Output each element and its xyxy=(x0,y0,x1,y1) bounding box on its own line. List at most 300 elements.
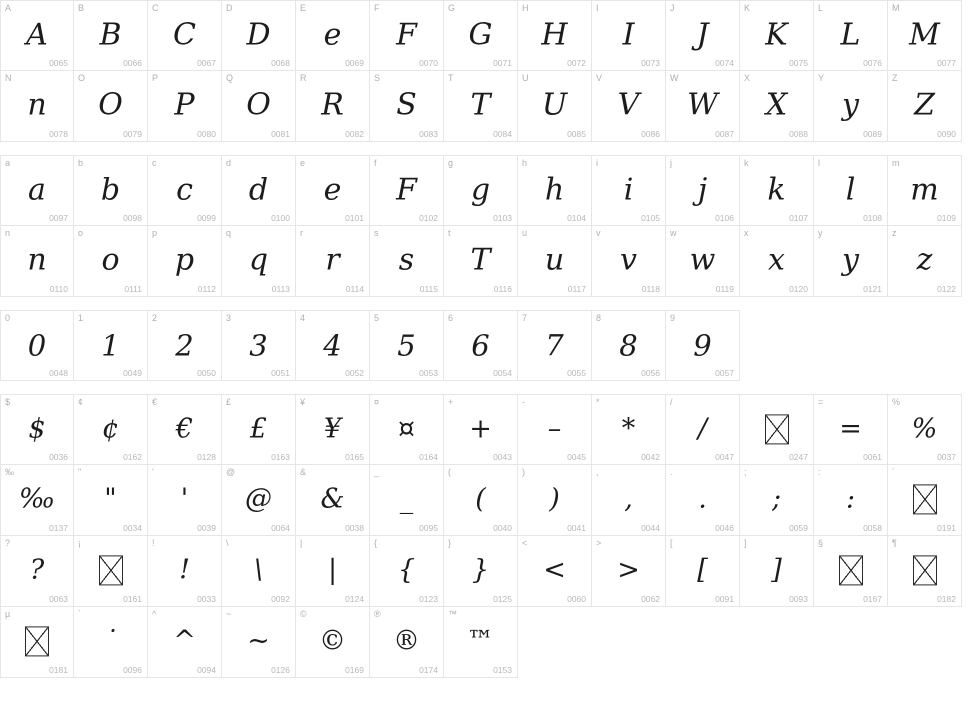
glyph-preview: e xyxy=(323,16,342,52)
glyph-preview: i xyxy=(623,171,634,207)
glyph-preview: . xyxy=(698,483,707,515)
glyph-preview: r xyxy=(325,242,340,278)
glyph-char-label: , xyxy=(596,467,599,477)
glyph-cell[interactable] xyxy=(444,155,518,226)
glyph-char-label: 8 xyxy=(596,313,602,323)
glyph-code: 0047 xyxy=(715,452,734,462)
glyph-cell[interactable] xyxy=(666,310,740,381)
glyph-code: 0064 xyxy=(271,523,290,533)
glyph-cell[interactable] xyxy=(518,536,592,607)
glyph-char-label: | xyxy=(300,538,303,548)
glyph-cell[interactable] xyxy=(0,155,74,226)
glyph-preview: W xyxy=(687,87,718,123)
glyph-char-label: h xyxy=(522,158,528,168)
glyph-cell[interactable] xyxy=(0,536,74,607)
glyph-preview: x xyxy=(768,242,785,278)
glyph-preview: R xyxy=(321,87,344,123)
glyph-preview: j xyxy=(697,171,708,207)
glyph-cell[interactable] xyxy=(370,310,444,381)
glyph-cell[interactable] xyxy=(518,465,592,536)
glyph-cell[interactable] xyxy=(148,465,222,536)
glyph-preview: y xyxy=(842,87,859,123)
glyph-cell[interactable] xyxy=(74,155,148,226)
glyph-char-label: S xyxy=(374,73,381,83)
glyph-code: 0083 xyxy=(419,129,438,139)
glyph-code: 0045 xyxy=(567,452,586,462)
glyph-cell[interactable] xyxy=(888,155,962,226)
glyph-cell[interactable] xyxy=(666,226,740,297)
glyph-cell[interactable] xyxy=(814,536,888,607)
glyph-char-label: [ xyxy=(670,538,673,548)
glyph-preview: P xyxy=(174,87,195,123)
glyph-char-label: c xyxy=(152,158,157,168)
glyph-code: 0122 xyxy=(937,284,956,294)
glyph-preview: B xyxy=(99,16,122,52)
glyph-cell[interactable] xyxy=(444,536,518,607)
glyph-cell[interactable] xyxy=(222,0,296,71)
glyph-cell[interactable] xyxy=(148,155,222,226)
glyph-char-label: { xyxy=(374,538,378,548)
glyph-code: 0056 xyxy=(641,368,660,378)
glyph-code: 0117 xyxy=(567,284,586,294)
glyph-cell[interactable] xyxy=(296,536,370,607)
glyph-preview: 4 xyxy=(323,327,342,362)
glyph-char-label: + xyxy=(448,397,454,407)
glyph-code: 0074 xyxy=(715,58,734,68)
glyph-cell[interactable] xyxy=(592,226,666,297)
glyph-char-label: : xyxy=(818,467,821,477)
glyph-char-label: f xyxy=(374,158,377,168)
glyph-preview: " xyxy=(104,483,117,515)
glyph-cell[interactable] xyxy=(0,465,74,536)
glyph-char-label: p xyxy=(152,228,158,238)
glyph-code: 0108 xyxy=(863,213,882,223)
glyph-char-label: - xyxy=(522,397,525,407)
glyph-cell[interactable] xyxy=(222,394,296,465)
glyph-preview: a xyxy=(28,171,46,207)
glyph-cell[interactable] xyxy=(148,607,222,678)
glyph-char-label: J xyxy=(670,3,675,13)
glyph-code: 0169 xyxy=(345,665,364,675)
glyph-cell[interactable] xyxy=(296,310,370,381)
glyph-cell[interactable] xyxy=(740,155,814,226)
glyph-preview: L xyxy=(840,16,861,52)
glyph-char-label: o xyxy=(78,228,84,238)
glyph-code: 0099 xyxy=(197,213,216,223)
glyph-char-label: E xyxy=(300,3,307,13)
glyph-cell[interactable] xyxy=(740,71,814,142)
glyph-cell[interactable] xyxy=(296,465,370,536)
glyph-char-label: M xyxy=(892,3,900,13)
glyph-row xyxy=(0,310,970,381)
glyph-cell[interactable] xyxy=(0,607,74,678)
glyph-cell[interactable] xyxy=(370,536,444,607)
glyph-char-label: ™ xyxy=(448,609,457,619)
glyph-cell[interactable] xyxy=(296,0,370,71)
glyph-cell[interactable] xyxy=(444,310,518,381)
glyph-code: 0050 xyxy=(197,368,216,378)
glyph-preview: p xyxy=(174,242,195,278)
glyph-preview: ^ xyxy=(173,625,196,657)
glyph-preview: T xyxy=(470,242,491,278)
glyph-preview: € xyxy=(175,412,194,444)
glyph-code: 0079 xyxy=(123,129,142,139)
glyph-cell[interactable] xyxy=(518,310,592,381)
block-separator xyxy=(0,142,970,155)
glyph-code: 0161 xyxy=(123,594,142,604)
glyph-preview: ) xyxy=(549,483,560,515)
glyph-cell[interactable] xyxy=(148,536,222,607)
glyph-code: 0040 xyxy=(493,523,512,533)
glyph-cell[interactable] xyxy=(222,71,296,142)
glyph-cell[interactable] xyxy=(518,155,592,226)
glyph-code: 0073 xyxy=(641,58,660,68)
glyph-cell[interactable] xyxy=(592,310,666,381)
glyph-preview: 5 xyxy=(397,327,416,362)
glyph-code: 0096 xyxy=(123,665,142,675)
glyph-char-label: t xyxy=(448,228,451,238)
glyph-preview: u xyxy=(544,242,565,278)
glyph-cell[interactable] xyxy=(74,536,148,607)
glyph-cell[interactable] xyxy=(370,155,444,226)
glyph-cell[interactable] xyxy=(518,0,592,71)
glyph-code: 0162 xyxy=(123,452,142,462)
glyph-cell[interactable] xyxy=(518,226,592,297)
glyph-char-label: R xyxy=(300,73,307,83)
glyph-cell[interactable] xyxy=(740,394,814,465)
glyph-code: 0051 xyxy=(271,368,290,378)
glyph-cell[interactable] xyxy=(666,71,740,142)
glyph-cell[interactable] xyxy=(148,226,222,297)
glyph-char-label: V xyxy=(596,73,603,83)
glyph-preview: : xyxy=(845,483,856,515)
glyph-preview: * xyxy=(621,412,636,444)
glyph-cell[interactable] xyxy=(296,607,370,678)
glyph-preview: v xyxy=(620,242,637,278)
glyph-preview: z xyxy=(916,242,933,278)
glyph-cell[interactable] xyxy=(888,71,962,142)
glyph-cell[interactable] xyxy=(740,0,814,71)
glyph-code: 0087 xyxy=(715,129,734,139)
glyph-char-label: ¡ xyxy=(78,538,81,548)
glyph-preview: X xyxy=(765,87,788,123)
glyph-cell[interactable] xyxy=(888,536,962,607)
glyph-cell[interactable] xyxy=(74,310,148,381)
glyph-cell[interactable] xyxy=(666,0,740,71)
glyph-char-label: F xyxy=(374,3,380,13)
glyph-cell[interactable] xyxy=(148,310,222,381)
glyph-cell[interactable] xyxy=(592,155,666,226)
glyph-cell[interactable] xyxy=(888,394,962,465)
glyph-cell[interactable] xyxy=(444,0,518,71)
glyph-code: 0049 xyxy=(123,368,142,378)
glyph-preview: w xyxy=(689,242,716,278)
glyph-preview: £ xyxy=(249,412,268,444)
glyph-cell[interactable] xyxy=(370,465,444,536)
glyph-preview: + xyxy=(469,412,492,444)
glyph-code: 0069 xyxy=(345,58,364,68)
glyph-preview: ® xyxy=(393,625,420,657)
glyph-cell[interactable] xyxy=(370,394,444,465)
glyph-cell[interactable] xyxy=(0,226,74,297)
glyph-char-label: ¢ xyxy=(78,397,84,407)
glyph-cell[interactable] xyxy=(592,394,666,465)
glyph-char-label: ( xyxy=(448,467,451,477)
glyph-cell[interactable] xyxy=(0,310,74,381)
glyph-char-label: < xyxy=(522,538,528,548)
glyph-code: 0084 xyxy=(493,129,512,139)
glyph-code: 0055 xyxy=(567,368,586,378)
glyph-cell[interactable] xyxy=(444,71,518,142)
glyph-cell[interactable] xyxy=(74,0,148,71)
glyph-cell[interactable] xyxy=(0,71,74,142)
glyph-cell[interactable] xyxy=(74,71,148,142)
glyph-char-label: 4 xyxy=(300,313,306,323)
glyph-preview: H xyxy=(541,16,568,52)
glyph-row xyxy=(0,155,970,226)
block-separator xyxy=(0,381,970,394)
glyph-cell[interactable] xyxy=(148,0,222,71)
glyph-cell[interactable] xyxy=(592,71,666,142)
glyph-char-label: = xyxy=(818,397,824,407)
glyph-preview: l xyxy=(845,171,856,207)
glyph-char-label: ' xyxy=(152,467,154,477)
glyph-preview: s xyxy=(398,242,415,278)
glyph-char-label: © xyxy=(300,609,307,619)
glyph-cell[interactable] xyxy=(370,607,444,678)
glyph-code: 0105 xyxy=(641,213,660,223)
glyph-cell[interactable] xyxy=(444,226,518,297)
glyph-char-label: ! xyxy=(152,538,155,548)
glyph-code: 0182 xyxy=(937,594,956,604)
glyph-cell[interactable] xyxy=(814,226,888,297)
glyph-char-label: s xyxy=(374,228,379,238)
glyph-char-label: G xyxy=(448,3,456,13)
glyph-preview: n xyxy=(27,87,47,123)
glyph-cell[interactable] xyxy=(148,394,222,465)
glyph-cell[interactable] xyxy=(74,465,148,536)
glyph-preview: 8 xyxy=(619,327,638,362)
glyph-code: 0101 xyxy=(345,213,364,223)
glyph-cell[interactable] xyxy=(592,0,666,71)
glyph-preview: [ xyxy=(697,554,708,586)
block-separator xyxy=(0,297,970,310)
glyph-char-label: z xyxy=(892,228,897,238)
glyph-preview: > xyxy=(617,554,640,586)
glyph-cell[interactable] xyxy=(592,465,666,536)
glyph-preview: I xyxy=(622,16,635,52)
glyph-preview: | xyxy=(327,554,338,586)
glyph-code: 0061 xyxy=(863,452,882,462)
glyph-code: 0104 xyxy=(567,213,586,223)
glyph-preview: k xyxy=(767,171,786,207)
glyph-cell[interactable] xyxy=(370,226,444,297)
glyph-code: 0078 xyxy=(49,129,68,139)
glyph-cell[interactable] xyxy=(888,226,962,297)
glyph-code: 0126 xyxy=(271,665,290,675)
glyph-cell[interactable] xyxy=(148,71,222,142)
glyph-cell[interactable] xyxy=(296,394,370,465)
missing-glyph-icon xyxy=(913,555,937,585)
glyph-preview: $ xyxy=(28,412,46,444)
glyph-code: 0038 xyxy=(345,523,364,533)
glyph-char-label: µ xyxy=(5,609,11,619)
glyph-code: 0062 xyxy=(641,594,660,604)
glyph-preview: 2 xyxy=(175,327,194,362)
glyph-char-label: j xyxy=(670,158,672,168)
glyph-preview: m xyxy=(910,171,939,207)
glyph-code: 0163 xyxy=(271,452,290,462)
glyph-char-label: ) xyxy=(522,467,525,477)
glyph-preview: d xyxy=(248,171,269,207)
glyph-cell[interactable] xyxy=(370,0,444,71)
glyph-preview: M xyxy=(909,16,940,52)
glyph-cell[interactable] xyxy=(814,71,888,142)
glyph-cell[interactable] xyxy=(814,0,888,71)
glyph-code: 0103 xyxy=(493,213,512,223)
glyph-code: 0153 xyxy=(493,665,512,675)
glyph-cell[interactable] xyxy=(444,465,518,536)
glyph-cell[interactable] xyxy=(444,394,518,465)
glyph-code: 0111 xyxy=(124,284,142,294)
glyph-cell[interactable] xyxy=(222,226,296,297)
glyph-code: 0086 xyxy=(641,129,660,139)
glyph-char-label: x xyxy=(744,228,749,238)
glyph-cell[interactable] xyxy=(222,536,296,607)
glyph-cell[interactable] xyxy=(666,155,740,226)
glyph-cell[interactable] xyxy=(666,536,740,607)
glyph-code: 0065 xyxy=(49,58,68,68)
glyph-preview: } xyxy=(471,554,490,586)
glyph-code: 0098 xyxy=(123,213,142,223)
glyph-cell[interactable] xyxy=(740,465,814,536)
glyph-preview: ; xyxy=(771,483,782,515)
glyph-code: 0080 xyxy=(197,129,216,139)
glyph-preview: & xyxy=(320,483,345,515)
glyph-char-label: r xyxy=(300,228,303,238)
glyph-char-label: I xyxy=(596,3,599,13)
glyph-char-label: 1 xyxy=(78,313,84,323)
glyph-char-label: D xyxy=(226,3,233,13)
glyph-preview: b xyxy=(100,171,121,207)
glyph-cell[interactable] xyxy=(518,394,592,465)
glyph-preview: D xyxy=(246,16,271,52)
glyph-cell[interactable] xyxy=(222,310,296,381)
glyph-code: 0097 xyxy=(49,213,68,223)
glyph-char-label: b xyxy=(78,158,84,168)
glyph-preview: F xyxy=(396,16,417,52)
glyph-code: 0036 xyxy=(49,452,68,462)
glyph-preview: @ xyxy=(245,483,272,515)
glyph-char-label: > xyxy=(596,538,602,548)
glyph-cell[interactable] xyxy=(592,536,666,607)
glyph-code: 0121 xyxy=(863,284,882,294)
glyph-code: 0107 xyxy=(789,213,808,223)
glyph-cell[interactable] xyxy=(222,607,296,678)
missing-glyph-icon xyxy=(99,555,123,585)
glyph-char-label: ? xyxy=(5,538,11,548)
glyph-char-label: ; xyxy=(744,467,747,477)
glyph-code: 0072 xyxy=(567,58,586,68)
glyph-char-label: X xyxy=(744,73,751,83)
glyph-cell[interactable] xyxy=(740,536,814,607)
glyph-cell[interactable] xyxy=(814,465,888,536)
glyph-preview: ! xyxy=(179,554,190,586)
glyph-preview: e xyxy=(323,171,342,207)
glyph-preview: ¥ xyxy=(323,412,342,444)
glyph-cell[interactable] xyxy=(666,394,740,465)
glyph-preview: 7 xyxy=(545,327,564,362)
glyph-cell[interactable] xyxy=(74,607,148,678)
glyph-cell[interactable] xyxy=(370,71,444,142)
glyph-code: 0034 xyxy=(123,523,142,533)
glyph-code: 0123 xyxy=(419,594,438,604)
glyph-code: 0181 xyxy=(49,665,68,675)
glyph-code: 0071 xyxy=(493,58,512,68)
glyph-code: 0092 xyxy=(271,594,290,604)
glyph-code: 0053 xyxy=(419,368,438,378)
glyph-char-label: a xyxy=(5,158,11,168)
glyph-code: 0137 xyxy=(49,523,68,533)
glyph-cell[interactable] xyxy=(814,155,888,226)
glyph-code: 0048 xyxy=(49,368,68,378)
glyph-char-label: A xyxy=(5,3,12,13)
glyph-char-label: 3 xyxy=(226,313,232,323)
glyph-cell[interactable] xyxy=(740,226,814,297)
glyph-char-label: K xyxy=(744,3,751,13)
missing-glyph-icon xyxy=(839,555,863,585)
glyph-char-label: Q xyxy=(226,73,234,83)
glyph-cell[interactable] xyxy=(222,155,296,226)
glyph-code: 0093 xyxy=(789,594,808,604)
glyph-cell[interactable] xyxy=(518,71,592,142)
glyph-cell[interactable] xyxy=(0,394,74,465)
glyph-cell[interactable] xyxy=(222,465,296,536)
glyph-preview: S xyxy=(396,87,417,123)
glyph-cell[interactable] xyxy=(296,71,370,142)
glyph-char-label: H xyxy=(522,3,529,13)
glyph-cell[interactable] xyxy=(74,394,148,465)
glyph-code: 0090 xyxy=(937,129,956,139)
glyph-cell[interactable] xyxy=(296,226,370,297)
glyph-cell[interactable] xyxy=(666,465,740,536)
glyph-cell[interactable] xyxy=(814,394,888,465)
glyph-code: 0041 xyxy=(567,523,586,533)
glyph-char-label: % xyxy=(892,397,901,407)
glyph-cell[interactable] xyxy=(888,465,962,536)
glyph-code: 0082 xyxy=(345,129,364,139)
glyph-code: 0106 xyxy=(715,213,734,223)
glyph-cell[interactable] xyxy=(444,607,518,678)
missing-glyph-icon xyxy=(913,484,937,514)
glyph-cell[interactable] xyxy=(296,155,370,226)
glyph-code: 0046 xyxy=(715,523,734,533)
glyph-char-label: ^ xyxy=(152,609,157,619)
glyph-code: 0247 xyxy=(789,452,808,462)
glyph-cell[interactable] xyxy=(0,0,74,71)
glyph-char-label: / xyxy=(670,397,673,407)
glyph-char-label: ~ xyxy=(226,609,232,619)
glyph-code: 0167 xyxy=(863,594,882,604)
glyph-cell[interactable] xyxy=(74,226,148,297)
glyph-cell[interactable] xyxy=(888,0,962,71)
glyph-char-label: ] xyxy=(744,538,747,548)
glyph-row xyxy=(0,226,970,297)
glyph-char-label: € xyxy=(152,397,158,407)
glyph-preview: % xyxy=(911,412,938,444)
glyph-preview: O xyxy=(246,87,271,123)
glyph-code: 0094 xyxy=(197,665,216,675)
